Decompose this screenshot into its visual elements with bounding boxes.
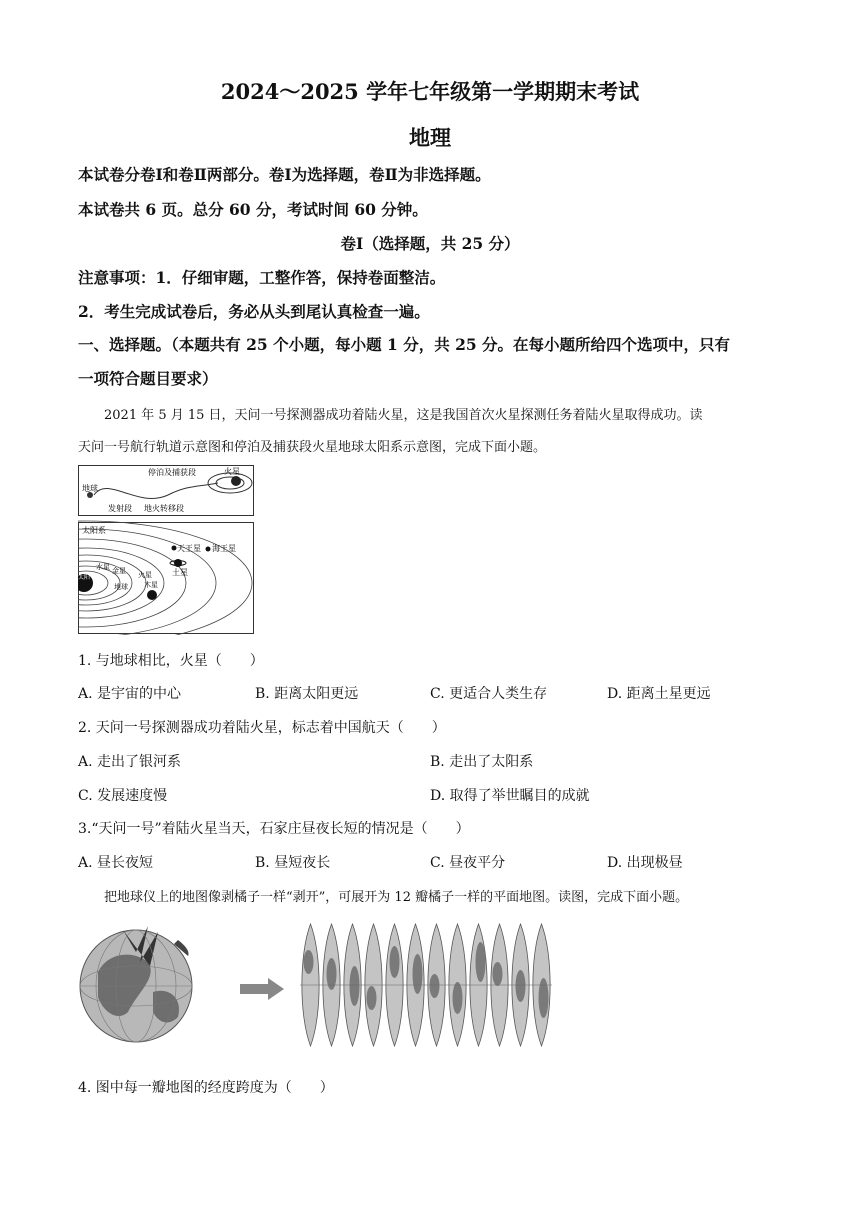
gore-landmass <box>304 950 314 974</box>
question-3-option-c[interactable]: C. 昼夜平分 <box>430 855 506 871</box>
label-capture: 停泊及捕获段 <box>148 468 196 477</box>
volume-title: 卷Ⅰ（选择题，共 25 分） <box>340 234 520 253</box>
globe-gores-figure <box>78 922 558 1048</box>
label-saturn: 土星 <box>172 568 188 577</box>
section-heading-line-1: 一、选择题。（本题共有 25 个小题，每小题 1 分，共 25 分。在每小题所给四个选项中，只有 <box>78 335 731 354</box>
gore-landmass <box>390 946 400 978</box>
gore-landmass <box>453 982 463 1014</box>
label-uranus: 天王星 <box>177 544 201 553</box>
gore-landmass <box>539 978 549 1018</box>
label-mars-top: 火星 <box>224 467 240 476</box>
gore-landmass <box>413 954 423 994</box>
gore-landmass <box>367 986 377 1010</box>
question-1-option-d[interactable]: D. 距离土星更远 <box>607 686 711 702</box>
section-heading-line-2: 一项符合题目要求） <box>78 369 218 388</box>
label-sun: 太阳 <box>78 574 91 581</box>
label-earth-top: 地球 <box>82 484 98 493</box>
label-neptune: 海王星 <box>212 544 236 553</box>
label-transfer: 地火转移段 <box>144 504 184 513</box>
question-2-option-c[interactable]: C. 发展速度慢 <box>78 788 168 804</box>
label-earth-bottom: 地球 <box>114 583 128 591</box>
question-3-stem: 3.“天问一号”着陆火星当天，石家庄昼夜长短的情况是（ ） <box>78 821 470 837</box>
question-3-option-b[interactable]: B. 昼短夜长 <box>255 855 331 871</box>
gore-landmass <box>516 970 526 1002</box>
question-2-option-d[interactable]: D. 取得了举世瞩目的成就 <box>430 788 590 804</box>
globe-icon <box>80 926 192 1042</box>
question-4-stem: 4. 图中每一瓣地图的经度跨度为（ ） <box>78 1080 334 1096</box>
label-mars-bottom: 火星 <box>138 571 152 579</box>
note-2: 2．考生完成试卷后，务必从头到尾认真检查一遍。 <box>78 302 430 321</box>
label-mercury: 水星 <box>96 563 110 571</box>
instruction-line-2: 本试卷共 6 页。总分 60 分，考试时间 60 分钟。 <box>78 200 428 219</box>
label-jupiter: 木星 <box>144 581 158 589</box>
gore-landmass <box>493 962 503 986</box>
gore-landmass <box>430 974 440 998</box>
gore-landmass <box>476 942 486 982</box>
question-2-option-a[interactable]: A. 走出了银河系 <box>78 754 182 770</box>
arrow-right-icon <box>240 978 284 1000</box>
label-venus: 金星 <box>112 567 126 575</box>
exam-title: 2024～2025 学年七年级第一学期期末考试 <box>220 79 640 104</box>
passage-1-line-1: 2021 年 5 月 15 日，天问一号探测器成功着陆火星，这是我国首次火星探测任务着陆火星取得成功。读 <box>104 408 703 423</box>
passage-1-line-2: 天问一号航行轨道示意图和停泊及捕获段火星地球太阳系示意图，完成下面小题。 <box>78 440 547 455</box>
passage-2-line-1: 把地球仪上的地图像剥橘子一样“剥开”，可展开为 12 瓣橘子一样的平面地图。读图，完成下面小题。 <box>104 890 689 905</box>
question-3-option-d[interactable]: D. 出现极昼 <box>607 855 683 871</box>
label-launch: 发射段 <box>108 504 132 513</box>
question-2-stem: 2. 天问一号探测器成功着陆火星，标志着中国航天（ ） <box>78 720 446 736</box>
question-3-option-a[interactable]: A. 昼长夜短 <box>78 855 154 871</box>
gore-landmass <box>350 966 360 1006</box>
question-1-option-a[interactable]: A. 是宇宙的中心 <box>78 686 182 702</box>
question-1-option-b[interactable]: B. 距离太阳更远 <box>255 686 359 702</box>
tianwen-orbit-figure <box>78 465 254 635</box>
question-1-option-c[interactable]: C. 更适合人类生存 <box>430 686 548 702</box>
instruction-line-1: 本试卷分卷Ⅰ和卷Ⅱ两部分。卷Ⅰ为选择题，卷Ⅱ为非选择题。 <box>78 165 491 184</box>
question-2-option-b[interactable]: B. 走出了太阳系 <box>430 754 534 770</box>
question-1-stem: 1. 与地球相比，火星（ ） <box>78 653 264 669</box>
label-solar-system: 太阳系 <box>82 526 106 535</box>
subject-title: 地理 <box>409 125 451 150</box>
note-1: 注意事项：1．仔细审题，工整作答，保持卷面整洁。 <box>78 268 446 287</box>
